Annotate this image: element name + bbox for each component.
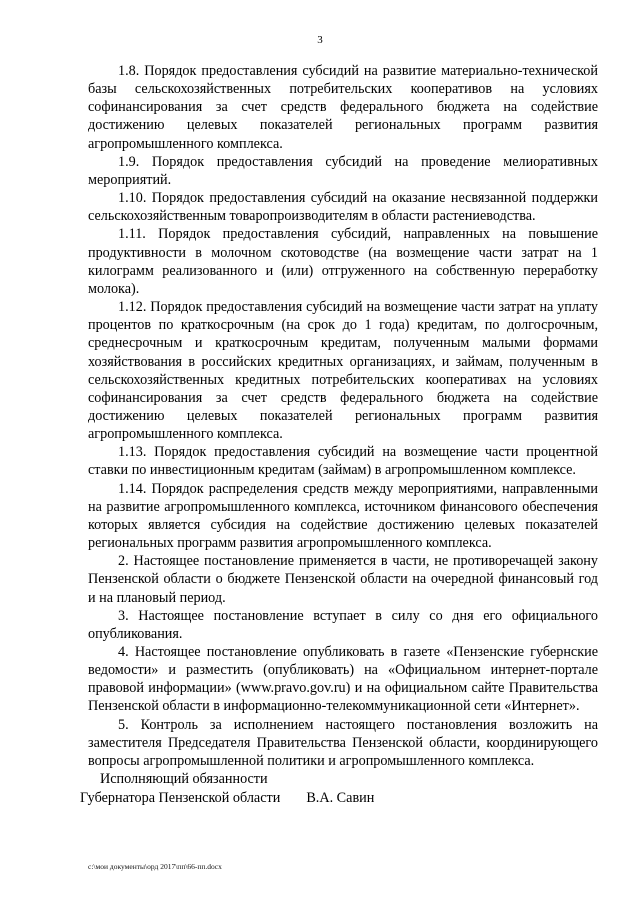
paragraph-2: 2. Настоящее постановление применяется в части, не противоречащей закону Пензенской области о бюджете Пензенской области на очередной финансовый год и на плановый период. [88, 553, 598, 606]
signature-position-row [80, 789, 530, 808]
paragraph-1-10: 1.10. Порядок предоставления субсидий на оказание несвязанной поддержки сельскохозяйственным товаропроизводителям в области растениеводства. [88, 190, 598, 225]
page-number: 3 [317, 34, 323, 46]
paragraph-1-8: 1.8. Порядок предоставления субсидий на развитие материально-технической базы сельскохозяйственных потребительских кооперативов на условиях софинансирования за счет средств федерального бюджета на содействие достижению целевых показателей региональных программ развития агропромышленного комплекса. [88, 63, 598, 152]
paragraph-1-9: 1.9. Порядок предоставления субсидий на проведение мелиоративных мероприятий. [88, 153, 598, 188]
paragraph-3: 3. Настоящее постановление вступает в силу со дня его официального опубликования. [88, 607, 598, 642]
signature-block [80, 770, 530, 808]
signatory-name: В.А. Савин [306, 790, 375, 806]
paragraph-4: 4. Настоящее постановление опубликовать в газете «Пензенские губернские ведомости» и разместить (опубликовать) на «Официальном интернет-портале правовой информации» (www.pravo.gov.ru) и на официальном сайте Правительства Пензенской области в информационно-телекоммуникационной сети «Интернет». [88, 644, 598, 715]
signature-title-line: Исполняющий обязанности [100, 771, 268, 787]
paragraph-1-14: 1.14. Порядок распределения средств между мероприятиями, направленными на развитие агропромышленного комплекса, источником финансового обеспечения которых является субсидия на содействие достижению целевых показателей региональных программ развития агропромышленного комплекса. [88, 480, 598, 552]
paragraph-5: 5. Контроль за исполнением настоящего постановления возложить на заместителя Председателя Правительства Пензенской области, координирующего вопросы агропромышленной политики и агропромышленного комплекса. [88, 716, 598, 769]
paragraph-1-12: 1.12. Порядок предоставления субсидий на возмещение части затрат на уплату процентов по краткосрочным (на срок до 1 года) кредитам, по долгосрочным, среднесрочным и краткосрочным кредитам, полученным малыми формами хозяйствования в российских кредитных организациях, и займам, полученным в сельскохозяйственных кредитных потребительских кооперативах на условиях софинансирования за счет средств федерального бюджета на содействие достижению целевых показателей региональных программ развития агропромышленного комплекса. [88, 299, 598, 443]
signature-position: Губернатора Пензенской области [80, 790, 281, 806]
paragraph-1-13: 1.13. Порядок предоставления субсидий на возмещение части процентной ставки по инвестиционным кредитам (займам) в агропромышленном комплексе. [88, 444, 598, 479]
footer-file-path: c:\мои документы\орд 2017\пп\66-пп.docx [88, 862, 222, 871]
document-body [88, 62, 598, 770]
paragraph-1-11: 1.11. Порядок предоставления субсидий, направленных на повышение продуктивности в молочном скотоводстве (на возмещение части затрат на 1 килограмм реализованного и (или) отгруженного на собственную переработку молока). [88, 226, 598, 297]
